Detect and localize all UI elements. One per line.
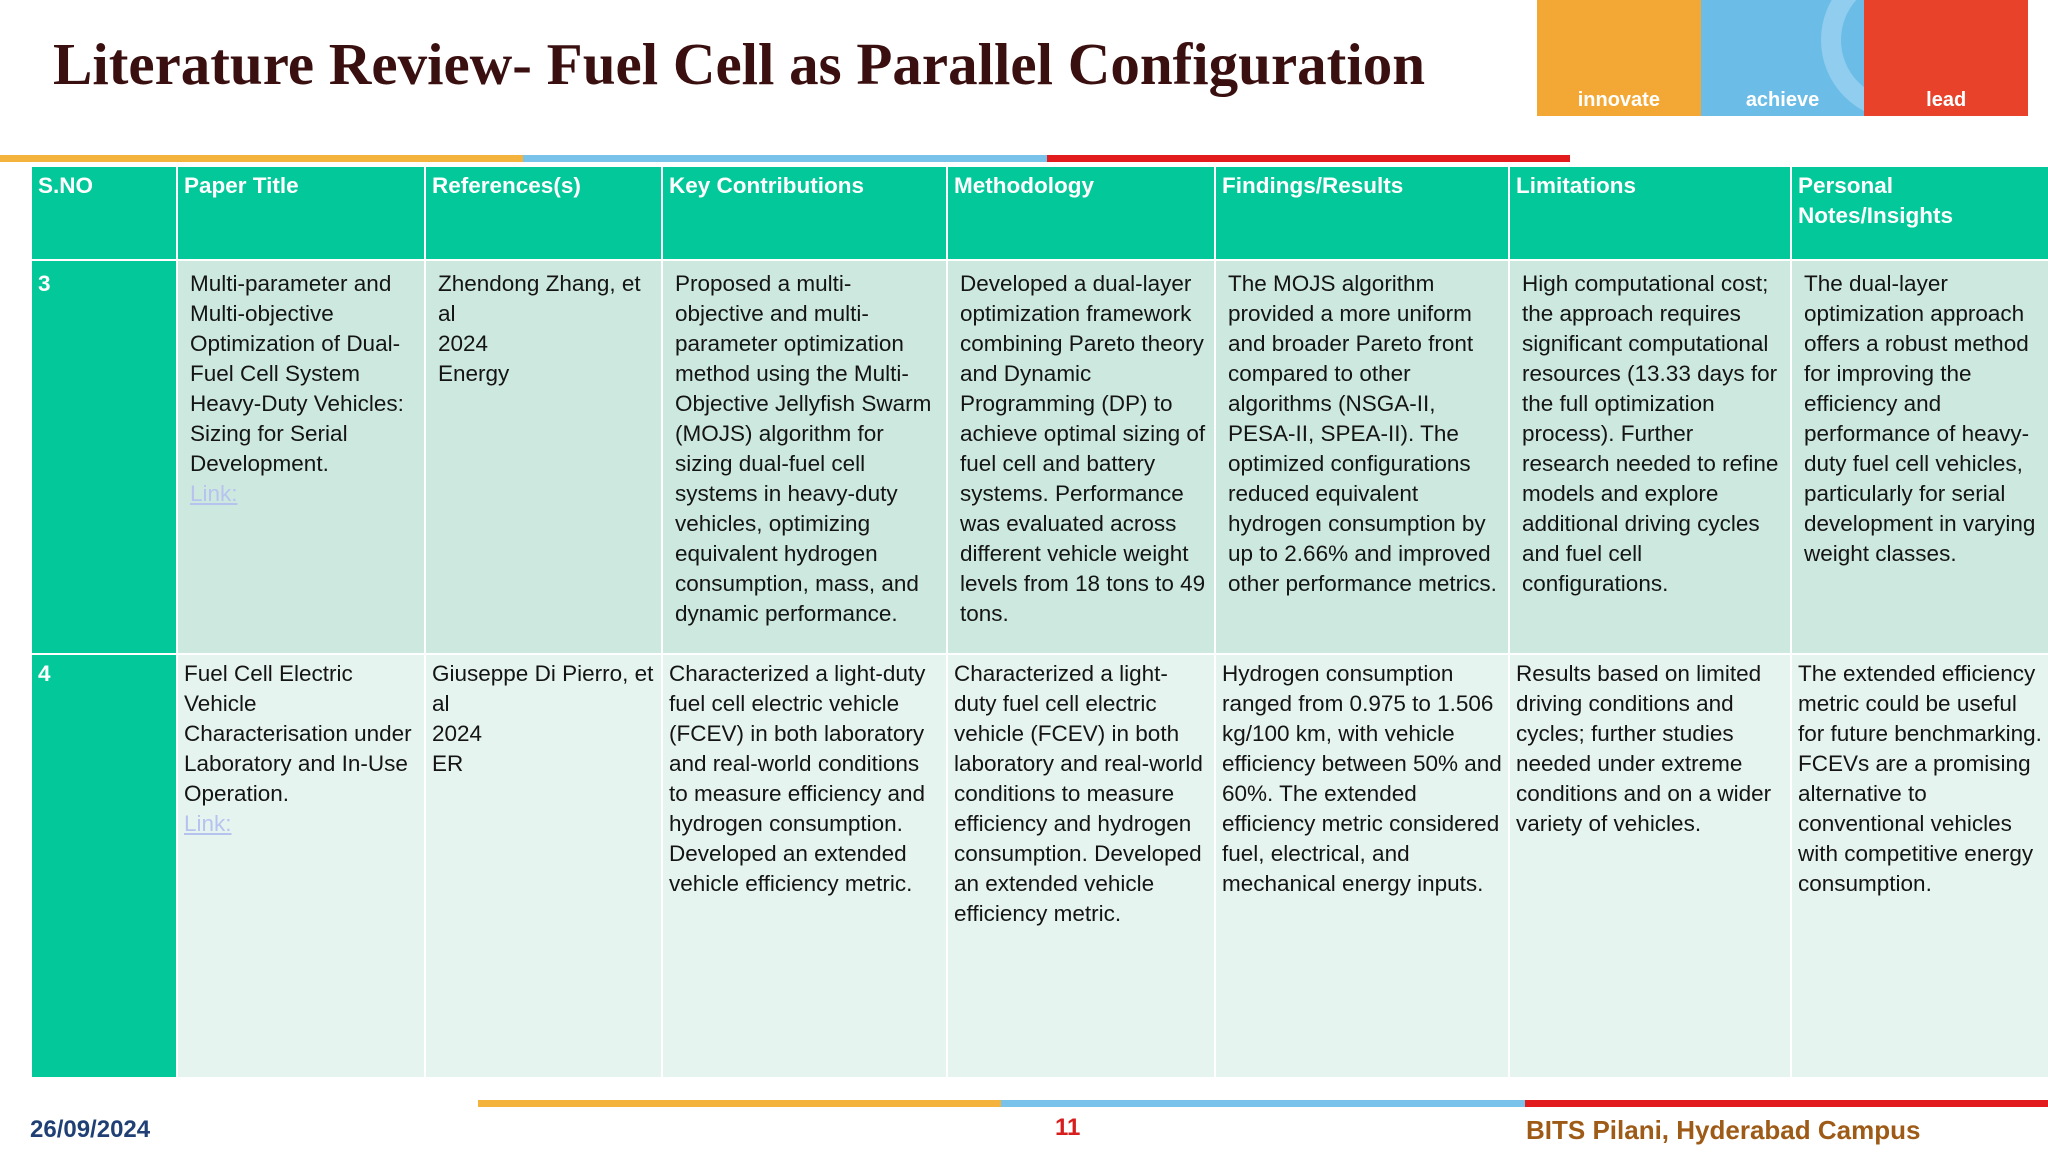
footer-campus: BITS Pilani, Hyderabad Campus (1526, 1115, 1921, 1145)
cell-limitations: High computational cost; the approach requires significant computational resources (13.33 days for the full optimization process). Further research needed to refine models and explore additional driving cycles and fuel cell configurations. (1509, 260, 1791, 654)
header-findings: Findings/Results (1215, 166, 1509, 260)
logo-segment-achieve (1701, 0, 1865, 116)
header-key-contributions: Key Contributions (662, 166, 947, 260)
logo-segment-lead (1864, 0, 2028, 116)
bottom-divider (478, 1100, 2048, 1107)
header-sno: S.NO (31, 166, 177, 260)
cell-methodology: Characterized a light-duty fuel cell electric vehicle (FCEV) in both laboratory and real-world conditions to measure efficiency and hydrogen consumption. Developed an extended vehicle efficiency metric. (947, 654, 1215, 1078)
cell-sno: 4 (31, 654, 177, 1078)
logo-text-lead: lead (1926, 89, 1967, 111)
table-row (31, 654, 2048, 1078)
cell-findings: The MOJS algorithm provided a more uniform and broader Pareto front compared to other algorithms (NSGA-II, PESA-II, SPEA-II). The optimized configurations reduced equivalent hydrogen consumption by up to 2.66% and improved other performance metrics. (1215, 260, 1509, 654)
top-divider (0, 155, 1570, 162)
header-references: References(s) (425, 166, 662, 260)
bits-logo (1537, 0, 2028, 116)
cell-key-contributions: Characterized a light-duty fuel cell electric vehicle (FCEV) in both laboratory and real-world conditions to measure efficiency and hydrogen consumption. Developed an extended vehicle efficiency metric. (662, 654, 947, 1078)
literature-table (30, 165, 2048, 1079)
header-personal-notes: Personal Notes/Insights (1791, 166, 2048, 260)
cell-personal-notes: The dual-layer optimization approach offers a robust method for improving the efficiency and performance of heavy-duty fuel cell vehicles, particularly for serial development in varying weight classes. (1791, 260, 2048, 654)
cell-paper-title (177, 260, 425, 654)
cell-personal-notes: The extended efficiency metric could be useful for future benchmarking. FCEVs are a promising alternative to conventional vehicles with competitive energy consumption. (1791, 654, 2048, 1078)
logo-text-achieve: achieve (1745, 89, 1820, 111)
header-limitations: Limitations (1509, 166, 1791, 260)
header-methodology: Methodology (947, 166, 1215, 260)
cell-references: Giuseppe Di Pierro, et al 2024 ER (425, 654, 662, 1078)
slide-title: Literature Review- Fuel Cell as Parallel Configuration (53, 31, 1426, 97)
cell-paper-title (177, 654, 425, 1078)
cell-findings: Hydrogen consumption ranged from 0.975 to 1.506 kg/100 km, with vehicle efficiency between 50% and 60%. The extended efficiency metric considered fuel, electrical, and mechanical energy inputs. (1215, 654, 1509, 1078)
paper-link[interactable]: Link: (184, 811, 232, 836)
paper-title-text: Fuel Cell Electric Vehicle Characterisation under Laboratory and In-Use Operation. (184, 661, 412, 806)
page-number: 11 (1055, 1114, 1081, 1141)
paper-link[interactable]: Link: (190, 481, 238, 506)
cell-methodology: Developed a dual-layer optimization framework combining Pareto theory and Dynamic Programming (DP) to achieve optimal sizing of fuel cell and battery systems. Performance was evaluated across different vehicle weight levels from 18 tons to 49 tons. (947, 260, 1215, 654)
cell-references: Zhendong Zhang, et al 2024 Energy (425, 260, 662, 654)
logo-text-innovate: innovate (1577, 89, 1660, 111)
cell-key-contributions: Proposed a multi-objective and multi-parameter optimization method using the Multi-Objective Jellyfish Swarm (MOJS) algorithm for sizing dual-fuel cell systems in heavy-duty vehicles, optimizing equivalent hydrogen consumption, mass, and dynamic performance. (662, 260, 947, 654)
table-header-row (31, 166, 2048, 260)
cell-sno: 3 (31, 260, 177, 654)
logo-segment-innovate (1537, 0, 1701, 116)
cell-limitations: Results based on limited driving conditions and cycles; further studies needed under extreme conditions and on a wider variety of vehicles. (1509, 654, 1791, 1078)
header-paper-title: Paper Title (177, 166, 425, 260)
table-row (31, 260, 2048, 654)
footer-date: 26/09/2024 (30, 1116, 151, 1143)
paper-title-text: Multi-parameter and Multi-objective Optimization of Dual-Fuel Cell System Heavy-Duty Vehicles: Sizing for Serial Development. (190, 271, 404, 476)
